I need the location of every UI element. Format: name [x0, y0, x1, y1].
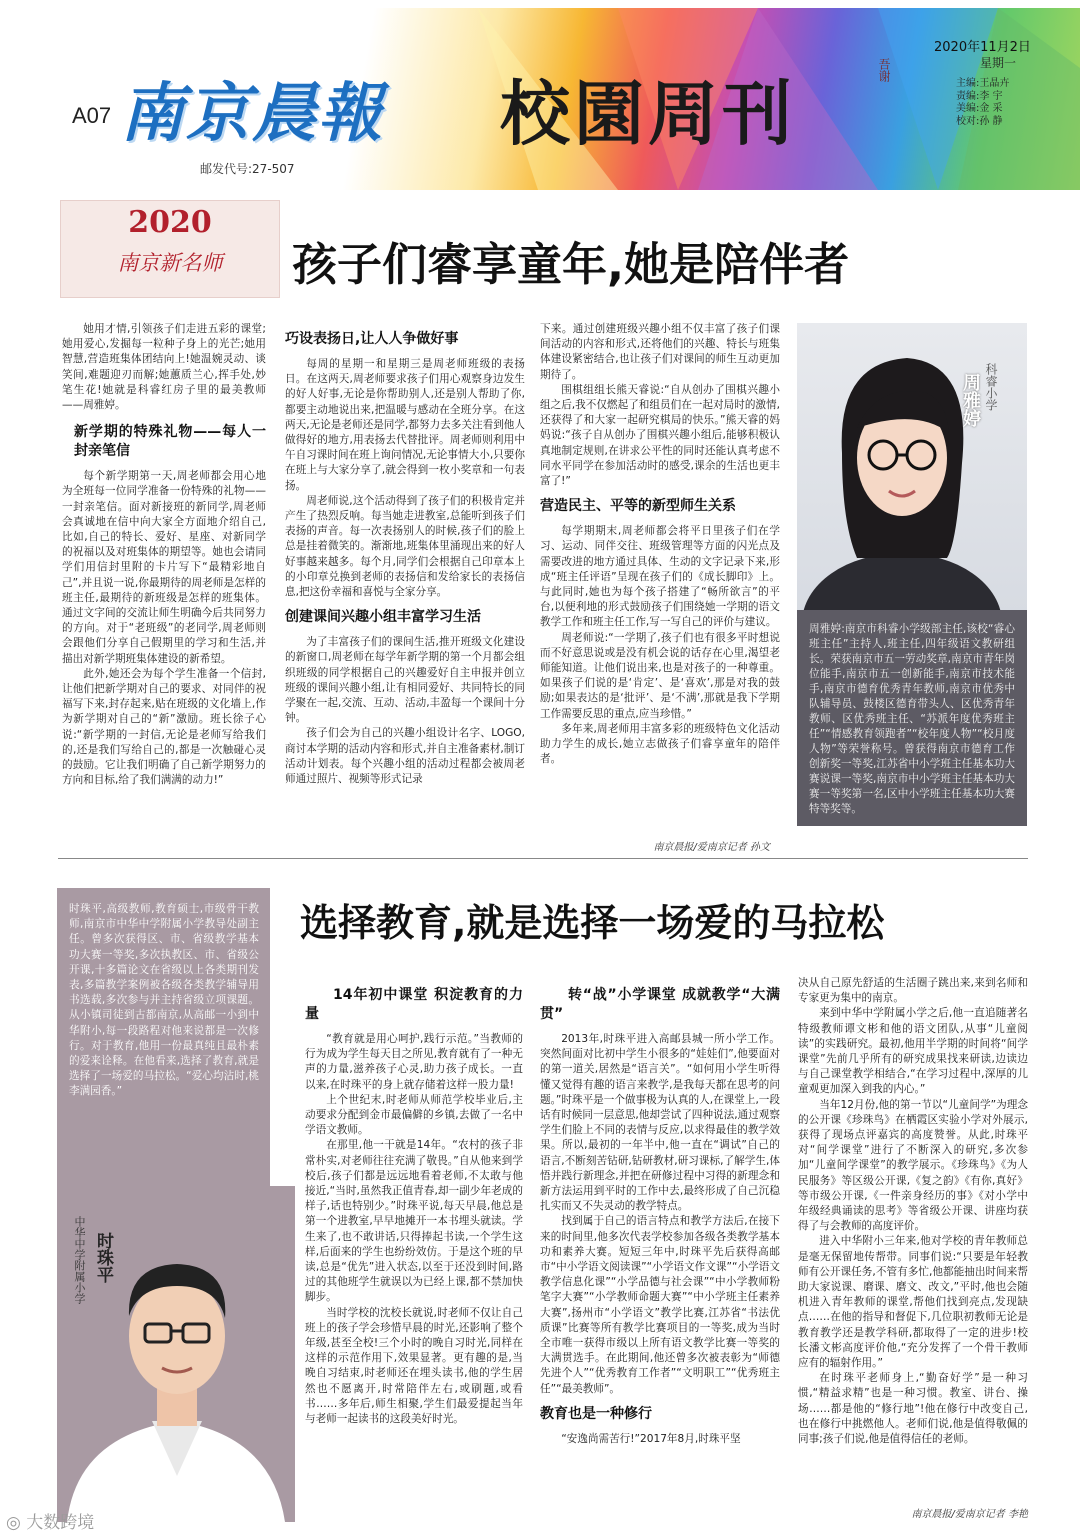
credit-art-editor: 美编:金 采 — [956, 103, 1003, 114]
page-number: A07 — [72, 103, 112, 128]
column-badge — [60, 200, 280, 298]
watermark — [6, 1508, 94, 1533]
article1-paragraph: 为了丰富孩子们的课间生活,推开班级文化建设的新窗口,周老师在每学年新学期的第一个月都会组织班级的同学根据自己的兴趣爱好自主申报并创立班级的课间兴趣小组,让有相同爱好、共同特长的同学聚在一起,交流、互动、活动,丰盈每一个课间十分钟。 — [285, 636, 525, 725]
article2-byline: 南京晨报/爱南京记者 李艳 — [911, 1509, 1028, 1520]
article2-paragraph: 来到中华中学附属小学之后,他一直追随著名特级教师谭文彬和他的语文团队,从事“儿童阅读”的实践研究。最初,他用半学期的时间将“间学课堂”先前几乎所有的研究成果找来研读,边读边与自己课堂教学相结合,“在学习过程中,深厚的儿童观更加深入到我的内心。” — [798, 1007, 1028, 1096]
article2-subhead-1: 14年初中课堂 积淀教育的力量 — [305, 987, 523, 1022]
badge-subtitle: 南京新名师 — [117, 251, 223, 275]
article1-paragraph: 孩子们会为自己的兴趣小组设计名字、LOGO,商讨本学期的活动内容和形式,并自主准备素材,制订活动计划表。每个兴趣小组的活动过程都会被周老师通过照片、视频等形式记录 — [285, 727, 525, 786]
article2-paragraph: 找到属于自己的语言特点和教学方法后,在接下来的时间里,他多次代表学校参加各级各类教学基本功和素养大赛。短短三年中,时珠平先后获得高邮市“中小学语文阅读课”“小学语文作文课”“小学语文教学信息化课”“小学品德与社会课”“中小学教师粉笔字大赛”“小学教师命题大赛”“中小学班主任素养大赛”,扬州市“小学语文”教学比赛,江苏省“书法优质课”比赛等所有教学比赛项目的一等奖,成为当时全市唯一获得市级以上所有语文教学比赛一等奖的大满贯选手。在此期间,他还曾多次被表彰为“师德先进个人”“优秀教育工作者”“文明职工”“优秀班主任”“最美教师”。 — [540, 1215, 780, 1395]
article2-headline: 选择教育,就是选择一场爱的马拉松 — [300, 901, 885, 945]
article1-subhead-1: 新学期的特殊礼物——每人一封亲笔信 — [74, 424, 266, 460]
signature-seal: 吾谢 — [877, 58, 891, 82]
article2-paragraph: 决从自己原先舒适的生活圈子跳出来,来到名师和专家更为集中的南京。 — [798, 977, 1028, 1005]
profile2-bio: 时珠平,高级教师,教育硕士,市级骨干教师,南京市中华中学附属小学教导处副主任。曾多次获得区、市、省级教学基本功大赛一等奖,多次执教区、市、省级公开课,十多篇论文在省级以上各类期刊发表,多篇教学案例被各级各类教学辅导用书选载,多次参与并主持省级立项课题。从小镇司徒到古都南京,从高邮一小到中华附小,每一段路程对他来说都是一次修行。对于教育,他用一份最真纯且最朴素的爱来诠释。在他看来,选择了教育,就是选择了一场爱的马拉松。“爱心均沾时,桃李满园香。” — [69, 903, 259, 1098]
article1-byline: 南京晨报/爱南京记者 孙文 — [653, 842, 770, 853]
article1-column-2 — [285, 330, 525, 787]
article1-subhead-4: 营造民主、平等的新型师生关系 — [540, 498, 736, 515]
credit-duty-editor: 责编:李 宇 — [956, 90, 1003, 102]
article2-subhead-2: 转“战”小学课堂 成就教学“大满贯” — [540, 987, 780, 1022]
profile1-name: 周雅婷 — [960, 373, 981, 427]
paper-name: 南京晨報 — [120, 76, 384, 151]
article1-paragraph: 每周的星期一和星期三是周老师班级的表扬日。在这两天,周老师要求孩子们用心观察身边发生的好人好事,无论是你帮助别人,还是别人帮助了你,都要主动地说出来,把温暖与感动在全班分享。在这两天,无论是老师还是同学,都努力去多关注看到他人做得好的地方,用表扬去代替批评。周老师则利用中午自习课时间在班上询问情况,无论事情大小,只要你在班上与大家分享了,就会得到一枚小奖章和一句表扬。 — [285, 358, 525, 492]
article1-subhead-2: 巧设表扬日,让人人争做好事 — [285, 331, 459, 347]
article2-column-1 — [305, 986, 523, 1427]
article1-intro: 她用才情,引领孩子们走进五彩的课堂;她用爱心,发掘每一粒种子身上的光芒;她用智慧,营造班集体团结向上!她温婉灵动、谈笑间,难题迎刃而解;她蕙质兰心,挥手处,妙笔生花!她就是科睿红房子里的最美教师——周雅婷。 — [62, 323, 266, 412]
portrait-photo — [57, 1186, 295, 1522]
section-divider — [58, 858, 1028, 859]
article1-paragraph: 每学期期末,周老师都会将平日里孩子们在学习、运动、同伴交往、班级管理等方面的闪光点及需要改进的地方通过具体、生动的文字记录下来,形成“班主任评语”呈现在孩子们的《成长脚印》上。与此同时,她也为每个孩子搭建了“畅所欲言”的平台,以便利地的形式鼓励孩子们围绕她一学期的语文教学工作和班主任工作,写一写自己的评价与建议。 — [540, 525, 780, 629]
article2-subhead-3: 教育也是一种修行 — [540, 1405, 652, 1422]
article2-column-3 — [798, 976, 1028, 1447]
weekly-name: 校園周刊 — [500, 72, 796, 155]
article1-subhead-3: 创建课间兴趣小组丰富学习生活 — [285, 609, 481, 626]
issue-weekday: 星期一 — [980, 56, 1017, 70]
profile1-school: 科睿小学 — [984, 363, 998, 411]
article2-paragraph: “教育就是用心呵护,践行示范。”当教师的行为成为学生每天目之所见,教育就有了一种无声的力量,滋养孩子心灵,助力孩子成长。一直以来,在时珠平的身上就存储着这样一股力量! — [305, 1033, 523, 1091]
watermark-logo-icon: ◎ — [6, 1513, 21, 1533]
article2-paragraph: 在时珠平老师身上,“勤奋好学”是一种习惯,“精益求精”也是一种习惯。教室、讲台、操场……都是他的“修行地”!他在修行中改变自己,也在修行中挑燃他人。老师们说,他是值得敬佩的同事;孩子们说,他是值得信任的老师。 — [798, 1372, 1028, 1446]
issue-date: 2020年11月2日 — [934, 40, 1031, 55]
article1-paragraph: 围棋组组长熊天睿说:“自从创办了围棋兴趣小组之后,我不仅燃起了和组员们在一起对局时的激情,还获得了和大家一起研究棋局的快乐。”熊天睿的妈妈说:“孩子自从创办了围棋兴趣小组后,能够积极认真地制定规则,在讲求公平性的同时还能认真考虑不同水平同学在参加活动时的感受,课余的生活也更丰富了!” — [540, 383, 780, 488]
article2-paragraph: 当年12月份,他的第一节以“儿童间学”为理念的公开课《珍珠鸟》在栖霞区实验小学对外展示,获得了现场点评嘉宾的高度赞誉。从此,时珠平对“间学课堂”进行了不断深入的研究,多次参加“儿童间学课堂”的教学展示。《珍珠鸟》《为人民服务》等区级公开课,《复之韵》《有你,真好》等市级公开课,《一件亲身经历的事》《对小学中年级经典诵读的思考》等省级公开课、讲座均获得了与会教师的高度评价。 — [798, 1098, 1028, 1233]
article2-paragraph: 在那里,他一干就是14年。“农村的孩子非常朴实,对老师往往充满了敬畏。”自从他来到学校后,孩子们都是远远地看着老师,不太敢与他接近,“当时,虽然我正值青春,却一副少年老成的样子,话也特别少。”时珠平说,每天早晨,他总是第一个进教室,早早地摊开一本书埋头就读。学生来了,也不敢讲话,只得捧起书读,一个学生这样,后面来的学生也纷纷效仿。于是这个班的早读,总是“优先”进入状态,以至于还没到时间,路过的其他班学生就误以为已经上课,都不禁加快脚步。 — [305, 1139, 523, 1304]
article2-paragraph: 当时学校的沈校长就说,时老师不仅让自己班上的孩子学会珍惜早晨的时光,还影响了整个年级,甚至全校!三个小时的晚自习时光,同样在这样的示范作用下,效果显著。更有趣的是,当晚自习结束,时老师还在埋头读书,他的学生居然也不愿离开,时常陪伴左右,或刷题,或看书……多年后,师生相聚,学生们最爱提起当年与老师一起读书的这段美好时光。 — [305, 1306, 523, 1426]
watermark-text: 大数跨境 — [26, 1513, 95, 1533]
article1-paragraph: 下来。通过创建班级兴趣小组不仅丰富了孩子们课间活动的内容和形式,还将他们的兴趣、特长与班集体建设紧密结合,也让孩子们对课间的师生互动更加期待了。 — [540, 323, 780, 381]
article1-paragraph: 此外,她还会为每个学生准备一个信封,让他们把新学期对自己的要求、对同伴的祝福写下来,封存起来,贴在班级的文化墙上,作为新学期对自己的“新”激励。班长徐子心说:“新学期的一封信,无论是老师写给我们的,还是我们写给自己的,都是一次触碰心灵的鼓励。它让我们明确了自己新学期努力的方向和目标,给了我们满满的动力!” — [62, 667, 266, 787]
article2-paragraph: “安逸尚需苦行!”2017年8月,时珠平坚 — [561, 1432, 741, 1445]
article1-headline: 孩子们睿享童年,她是陪伴者 — [292, 238, 850, 291]
credit-editor: 主编:王晶卉 — [956, 78, 1010, 89]
article2-column-2 — [540, 986, 780, 1447]
article1-paragraph: 多年来,周老师用丰富多彩的班级特色文化活动助力学生的成长,她立志做孩子们睿享童年的陪伴者。 — [540, 722, 780, 766]
article1-column-3 — [540, 322, 780, 767]
profile2-name: 时珠平 — [93, 1232, 113, 1283]
article2-paragraph: 上个世纪末,时老师从师范学校毕业后,主动要求分配到金市最偏僻的乡镇,去做了一名中学语文教师。 — [305, 1093, 523, 1137]
profile2-school: 中华中学附属小学 — [73, 1216, 86, 1304]
staff-credits — [956, 78, 1009, 128]
badge-year: 2020 — [128, 205, 212, 240]
article2-paragraph: 2013年,时珠平进入高邮县城一所小学工作。突然间面对比初中学生小很多的“娃娃们”,他要面对的第一道关,居然是“语言关”。“如何用小学生听得懂又觉得有趣的语言来教学,是我每天都在思考的问题。”时珠平是一个做事极为认真的人,在课堂上,一段话有时候同一层意思,他却尝试了四种说法,通过观察学生们脸上不同的表情与反应,以求得最佳的教学效果。所以,最初的一年半中,他一直在“调试”自己的语言,不断刻苦钻研,钻研教材,研习课标,了解学生,体悟并践行新理念,并把在研修过程中习得的新理念和新方法运用到平时的工作中去,最终形成了自己沉稳扎实而又不失灵动的教学特点。 — [540, 1033, 780, 1213]
article1-paragraph: 每个新学期第一天,周老师都会用心地为全班每一位同学准备一份特殊的礼物——一封亲笔信。面对新接班的新同学,周老师会真诚地在信中向大家全方面地介绍自己,比如,自己的特长、爱好、星座、对新同学的祝福以及对班集体的期望等。她也会请同学们用信封里附的卡片写下“最精彩地自己”,并且说一说,你最期待的周老师是怎样的班主任,最期待的新班级是怎样的班集体。通过文字间的交流让师生明确今后共同努力的方向。对于“老班级”的老同学,周老师则会跟他们分享自己假期里的学习和生活,并描出对新学期班集体建设的新希望。 — [62, 470, 266, 665]
article1-column-1 — [62, 322, 266, 788]
article1-paragraph: 周老师说:“一学期了,孩子们也有很多平时想说而不好意思说或是没有机会说的话存在心里,渴望老师能知道。让他们说出来,也是对孩子的一种尊重。如果孩子们说的是‘肯定’、是‘喜欢’,那是对我的鼓励;如果表达的是‘批评’、是‘不满’,那就是我下学期工作需要反思的重点,应当珍惜。” — [540, 631, 780, 720]
article2-paragraph: 进入中华附小三年来,他对学校的青年教师总是毫无保留地传帮带。同事们说:“只要是年轻教师有公开课任务,不管有多忙,他都能抽出时间来帮助大家说课、磨课、磨文、改文,”平时,他也会随机进入青年教师的课堂,帮他们找到亮点,发现缺点……在他的指导和督促下,几位职初教师无论是教育教学还是教学科研,都取得了一定的进步!校长潘文彬高度评价他,“充分发挥了一个骨干教师应有的辐射作用。” — [798, 1235, 1028, 1370]
credit-proofreader: 校对:孙 静 — [956, 115, 1003, 127]
postal-code: 邮发代号:27-507 — [200, 162, 295, 176]
article1-paragraph: 周老师说,这个活动得到了孩子们的积极肯定并产生了热烈反响。每当她走进教室,总能听到孩子们表扬的声音。每一次表扬别人的时候,孩子们的脸上总是挂着微笑的。渐渐地,班集体里涌现出来的好人好事越来越多。每个月,同学们会根据自己印章本上的小印章兑换到老师的表扬信和发给家长的表扬信息,把这份幸福和喜悦与全家分享。 — [285, 494, 525, 599]
portrait-photo — [797, 323, 1027, 613]
profile1-bio: 周雅婷:南京市科睿小学级部主任,该校“睿心班主任”主持人,班主任,四年级语文教研组长。荣获南京市五一劳动奖章,南京市青年岗位能手,南京市五一创新能手,南京市技术能手,南京市德育优秀青年教师,南京市优秀中队辅导员、鼓楼区德育带头人、区优秀青年教师、区优秀班主任、“苏派年度优秀班主任”“情感教育领跑者”“校年度人物”“校月度人物”等荣誉称号。曾获得南京市德育工作创新奖一等奖,江苏省中小学班主任基本功大赛说课一等奖,南京市中小学班主任基本功大赛一等奖第一名,区中小学班主任基本功大赛特等奖等。 — [797, 610, 1027, 826]
